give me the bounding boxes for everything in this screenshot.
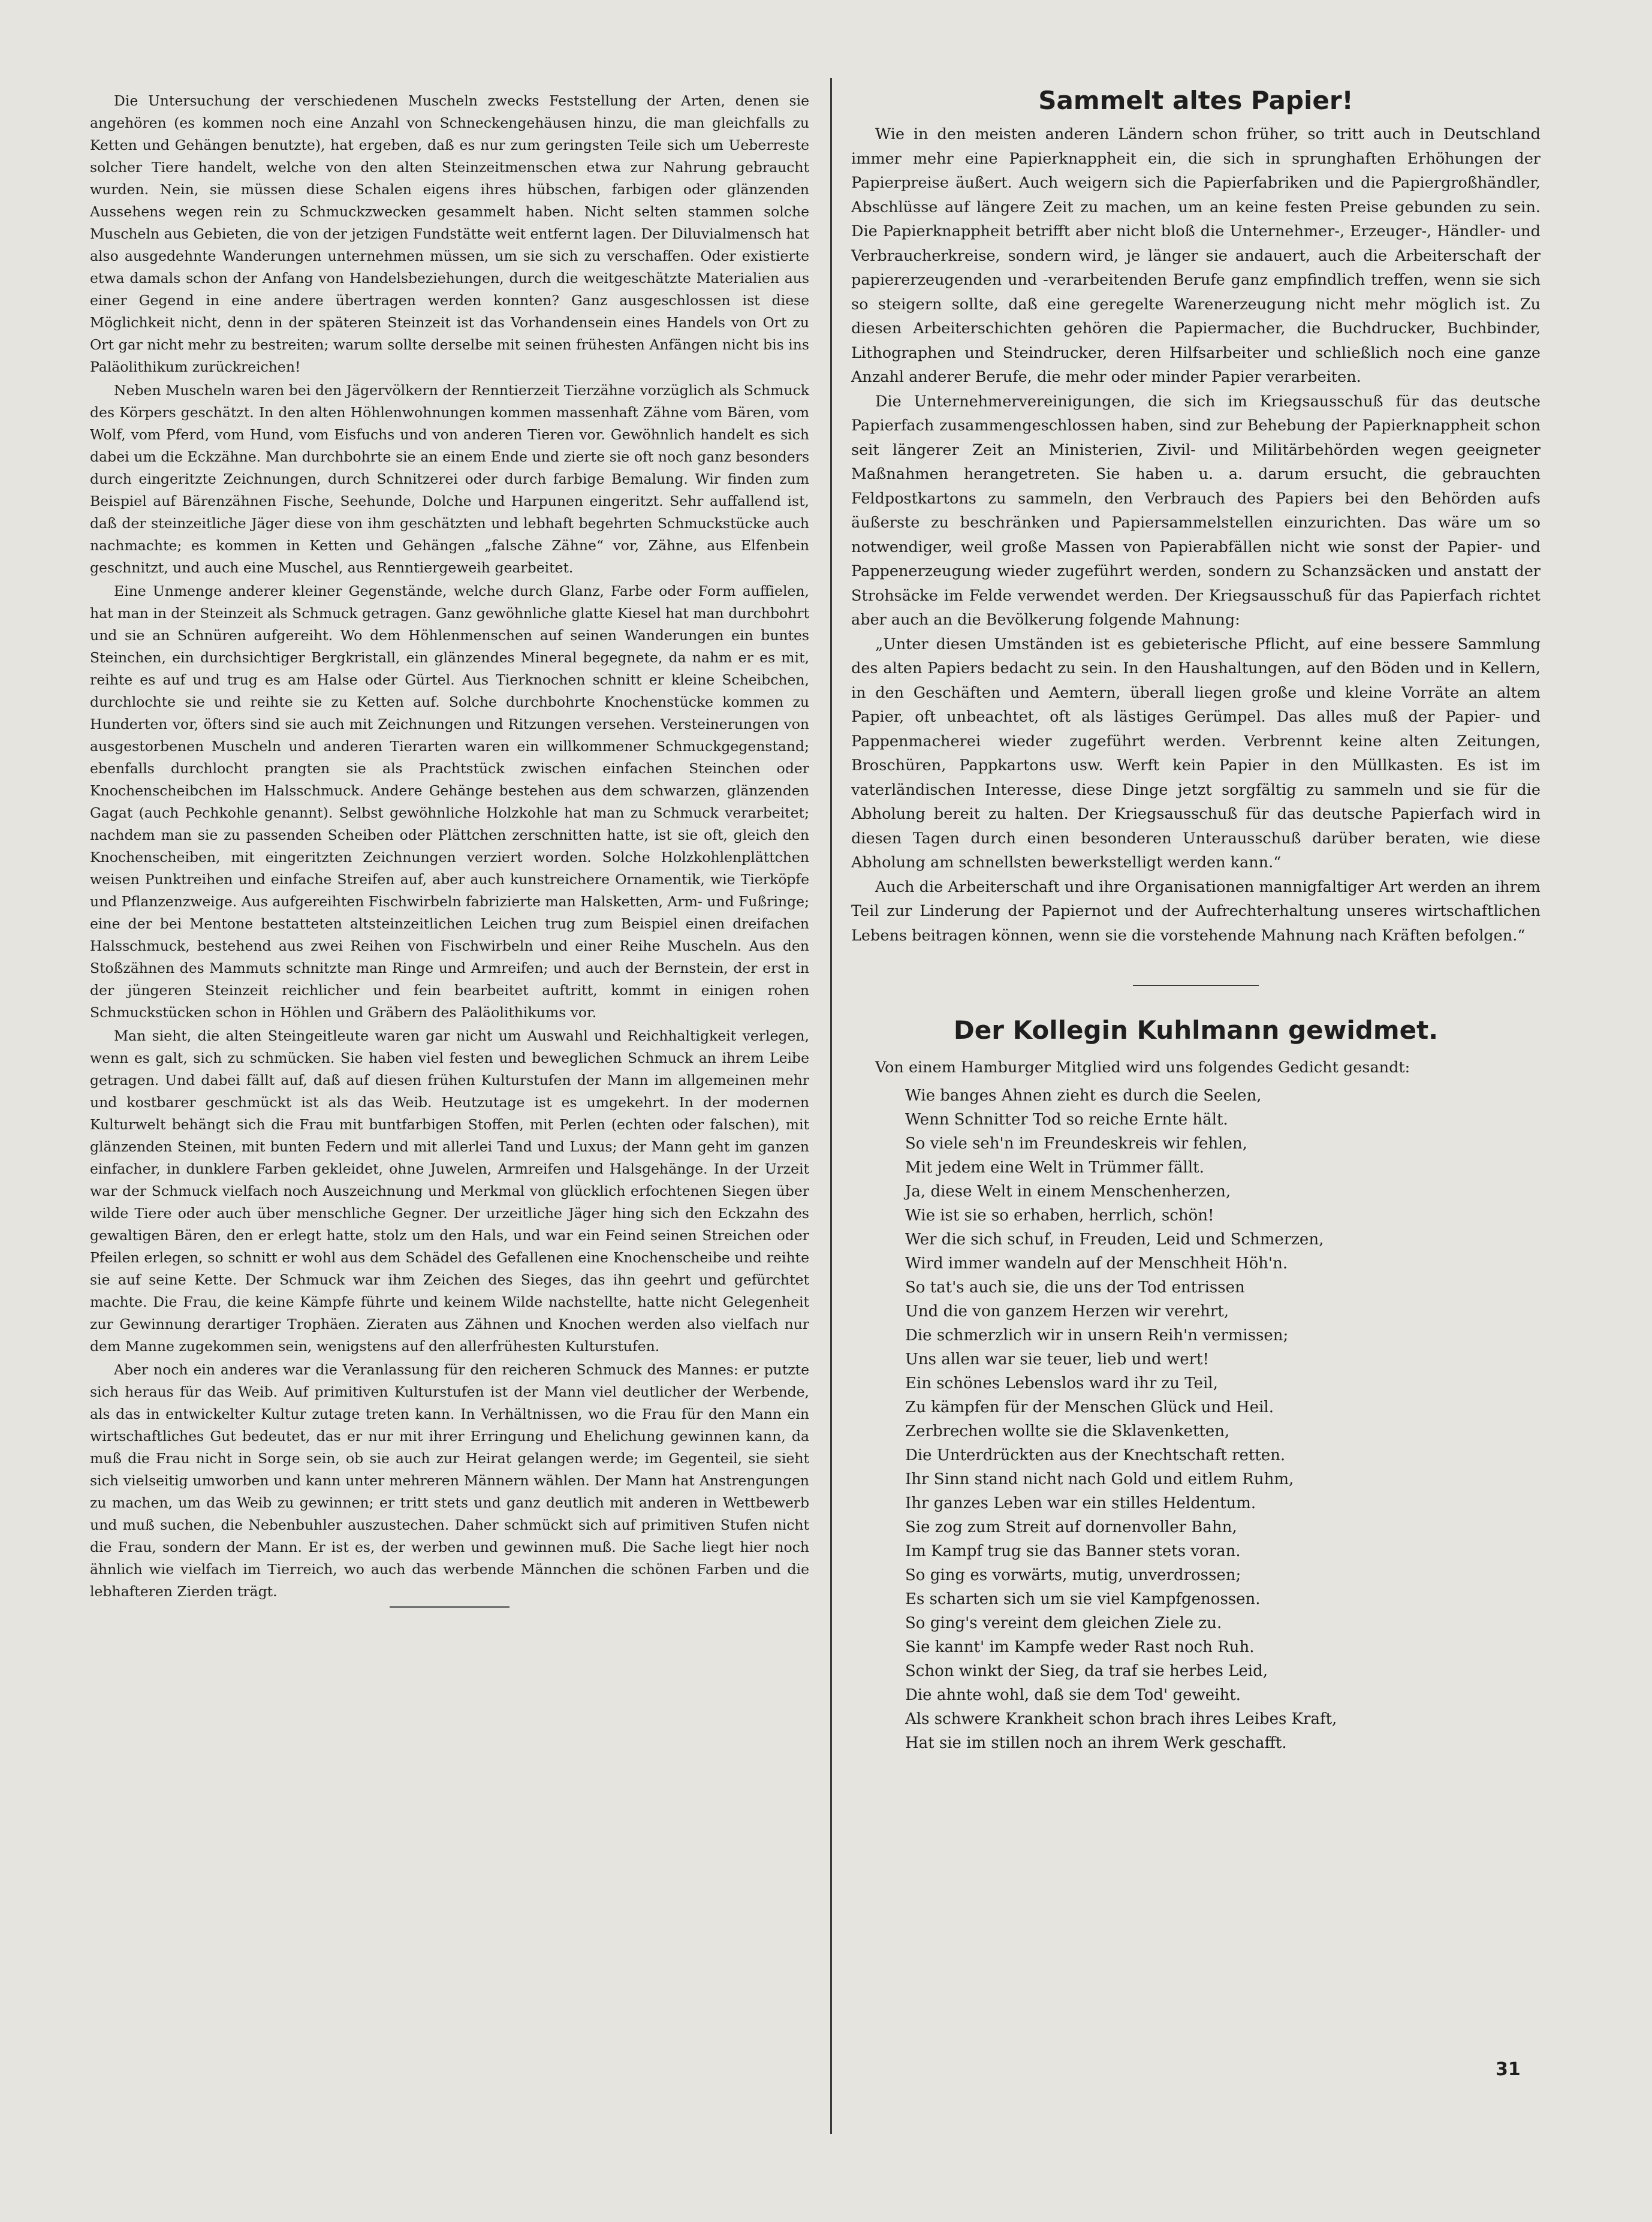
poem-line: Wie ist sie so erhaben, herrlich, schön! bbox=[905, 1206, 1214, 1225]
poem-line: Die Unterdrückten aus der Knechtschaft retten. bbox=[905, 1446, 1286, 1464]
poem-line: Ja, diese Welt in einem Menschenherzen, bbox=[905, 1182, 1231, 1201]
left-column bbox=[90, 90, 809, 1608]
poem-line: Sie kannt' im Kampfe weder Rast noch Ruh. bbox=[905, 1638, 1255, 1656]
poem-line: Als schwere Krankheit schon brach ihres Leibes Kraft, bbox=[905, 1710, 1337, 1728]
poem-line: Hat sie im stillen noch an ihrem Werk geschafft. bbox=[905, 1733, 1287, 1752]
poem-line: So ging es vorwärts, mutig, unverdrossen; bbox=[905, 1566, 1241, 1584]
poem-line: Mit jedem eine Welt in Trümmer fällt. bbox=[905, 1158, 1204, 1177]
poem-line: Zerbrechen wollte sie die Sklavenketten, bbox=[905, 1422, 1230, 1440]
left-paragraph-2: Neben Muscheln waren bei den Jägervölkern der Renntierzeit Tierzähne vorzüglich als Schmuck des Körpers geschätzt. In den alten Höhlenwohnungen kommen massenhaft Zähne vom Bären, vom Wolf, vom Pferd, vom Hund, vom Eisfuchs und von anderen Tieren vor. Gewöhnlich handelt es sich dabei um die Eckzähne. Man durchbohrte sie an einem Ende und zierte sie oft noch ganz besonders durch eingeritzte Zeichnungen, durch Schnitzerei oder durch farbige Bemalung. Wir finden zum Beispiel auf Bärenzähnen Fische, Seehunde, Dolche und Harpunen eingeritzt. Sehr auffallend ist, daß der steinzeitliche Jäger diese von ihm geschätzten und lebhaft begehrten Schmuckstücke auch nachmachte; es kommen in Ketten und Gehängen „falsche Zähne“ vor, Zähne, aus Elfenbein geschnitzt, und auch eine Muschel, aus Renntiergeweih gearbeitet. bbox=[90, 382, 809, 576]
poem-line: Die schmerzlich wir in unsern Reih'n vermissen; bbox=[905, 1326, 1289, 1344]
poem-line: Uns allen war sie teuer, lieb und wert! bbox=[905, 1350, 1209, 1368]
poem-line: Zu kämpfen für der Menschen Glück und Heil. bbox=[905, 1398, 1274, 1416]
left-end-separator bbox=[390, 1606, 510, 1608]
papier-paragraph-1: Wie in den meisten anderen Ländern schon früher, so tritt auch in Deutschland immer mehr eine Papierknappheit ein, die sich in sprunghaften Erhöhungen der Papierpreise äußert. Auch weigern sich die Papierfabriken und die Papiergroßhändler, Abschlüsse auf längere Zeit zu machen, um an keine festen Preise gebunden zu sein. Die Papierknappheit betrifft aber nicht bloß die Unternehmer-, Erzeuger-, Händler- und Verbraucherkreise, sondern wird, je länger sie andauert, auch die Arbeiterschaft der papiererzeugenden und -verarbeitenden Berufe ganz empfindlich treffen, wenn sie sich so steigern sollte, daß eine geregelte Warenerzeugung nicht mehr möglich ist. Zu diesen Arbeiterschichten gehören die Papiermacher, die Buchdrucker, Buchbinder, Lithographen und Steindrucker, deren Hilfsarbeiter und schließlich noch eine ganze Anzahl anderer Berufe, die mehr oder minder Papier verarbeiten. bbox=[851, 125, 1541, 386]
poem-line: So ging's vereint dem gleichen Ziele zu. bbox=[905, 1614, 1222, 1632]
poem-line: Wenn Schnitter Tod so reiche Ernte hält. bbox=[905, 1110, 1228, 1129]
poem-line: Sie zog zum Streit auf dornenvoller Bahn, bbox=[905, 1518, 1237, 1536]
poem-line: Wird immer wandeln auf der Menschheit Höh'n. bbox=[905, 1254, 1288, 1273]
poem-line: Ihr Sinn stand nicht nach Gold und eitlem Ruhm, bbox=[905, 1470, 1294, 1488]
left-paragraph-5: Aber noch ein anderes war die Veranlassung für den reicheren Schmuck des Mannes: er putzte sich heraus für das Weib. Auf primitiven Kulturstufen ist der Mann viel deutlicher der Werbende, als das in entwickelter Kultur zutage treten kann. In Verhältnissen, wo die Frau für den Mann ein wirtschaftliches Gut bedeutet, das er nur mit ihrer Erringung und Ehelichung gewinnen kann, da muß die Frau nicht in Sorge sein, ob sie auch zur Heirat gelangen werde; im Gegenteil, sie sieht sich vielseitig umworben und kann unter mehreren Männern wählen. Der Mann hat Anstrengungen zu machen, um das Weib zu gewinnen; er tritt stets und ganz deutlich mit anderen in Wettbewerb und muß suchen, die Nebenbuhler auszustechen. Daher schmückt sich auf primitiven Stufen nicht die Frau, sondern der Mann. Er ist es, der werben und gewinnen muß. Die Sache liegt hier noch ähnlich wie vielfach im Tierreich, wo auch das werbende Männchen die schönen Farben und die lebhafteren Zierden trägt. bbox=[90, 1361, 809, 1600]
poem-line: Und die von ganzem Herzen wir verehrt, bbox=[905, 1302, 1229, 1320]
column-divider bbox=[830, 78, 832, 2134]
poem-line: Ein schönes Lebenslos ward ihr zu Teil, bbox=[905, 1374, 1218, 1392]
right-column bbox=[851, 84, 1541, 1755]
poem-intro: Von einem Hamburger Mitglied wird uns folgendes Gedicht gesandt: bbox=[875, 1059, 1410, 1077]
left-paragraph-1: Die Untersuchung der verschiedenen Muscheln zwecks Feststellung der Arten, denen sie angehören (es kommen noch eine Anzahl von Schneckengehäusen hinzu, die man gleichfalls zu Ketten und Gehängen benutzte), hat ergeben, daß es nur zum geringsten Teile sich um Ueberreste solcher Tiere handelt, welche von den alten Steinzeitmenschen etwa zur Nahrung gebraucht wurden. Nein, sie müssen diese Schalen eigens ihres hübschen, farbigen oder glänzenden Aussehens wegen rein zu Schmuckzwecken gesammelt haben. Nicht selten stammen solche Muscheln aus Gebieten, die von der jetzigen Fundstätte weit entfernt lagen. Der Diluvialmensch hat also ausgedehnte Wanderungen unternehmen müssen, um sie sich zu verschaffen. Oder existierte etwa damals schon der Anfang von Handelsbeziehungen, durch die weitgeschätzte Materialien aus einer Gegend in eine andere übertragen werden konnten? Ganz ausgeschlossen ist diese Möglichkeit nicht, denn in der späteren Steinzeit ist das Vorhandensein eines Handels von Ort zu Ort gar nicht mehr zu bestreiten; warum sollte derselbe mit seinen frühesten Anfängen nicht bis ins Paläolithikum zurückreichen! bbox=[90, 92, 809, 375]
papier-paragraph-2: Die Unternehmervereinigungen, die sich im Kriegsausschuß für das deutsche Papierfach zusammengeschlossen haben, sind zur Behebung der Papierknappheit schon seit längerer Zeit an Ministerien, Zivil- und Militärbehörden wegen geeigneter Maßnahmen herangetreten. Sie haben u. a. darum ersucht, die gebrauchten Feldpostkartons zu sammeln, den Verbrauch des Papiers bei den Behörden aufs äußerste zu beschränken und Papiersammelstellen einzurichten. Das wäre um so notwendiger, weil große Massen von Papierabfällen nicht wie sonst der Papier- und Pappenerzeugung wieder zugeführt werden, sondern zu Schanzsäcken und anstatt der Strohsäcke im Felde verwendet werden. Der Kriegsausschuß für das Papierfach richtet aber auch an die Bevölkerung folgende Mahnung: bbox=[851, 392, 1541, 629]
papier-paragraph-4: Auch die Arbeiterschaft und ihre Organisationen mannigfaltiger Art werden an ihrem Teil zur Linderung der Papiernot und der Aufrechterhaltung unseres wirtschaftlichen Lebens beitragen können, wenn sie die vorstehende Mahnung nach Kräften befolgen.“ bbox=[851, 878, 1541, 945]
article-papier bbox=[851, 84, 1541, 948]
article-title-papier: Sammelt altes Papier! bbox=[1038, 86, 1353, 115]
papier-paragraph-3: „Unter diesen Umständen ist es gebieterische Pflicht, auf eine bessere Sammlung des alten Papiers bedacht zu sein. In den Haushaltungen, auf den Böden und in Kellern, in den Geschäften und Aemtern, überall liegen große und kleine Vorräte an altem Papier, oft unbeachtet, oft als lästiges Gerümpel. Das alles muß der Papier- und Pappenmacherei wieder zugeführt werden. Verbrennt keine alten Zeitungen, Broschüren, Pappkartons usw. Werft kein Papier in den Müllkasten. Es ist im vaterländischen Interesse, diese Dinge jetzt sorgfältig zu sammeln und sie für die Abholung bereit zu halten. Der Kriegsausschuß für das deutsche Papierfach wird in diesen Tagen durch einen besonderen Unterausschuß darüber beraten, wie diese Abholung am schnellsten bewerkstelligt werden kann.“ bbox=[851, 635, 1541, 872]
poem-line: Im Kampf trug sie das Banner stets voran. bbox=[905, 1542, 1241, 1560]
poem-line: Wer die sich schuf, in Freuden, Leid und Schmerzen, bbox=[905, 1230, 1324, 1249]
article-title-kuhlmann: Der Kollegin Kuhlmann gewidmet. bbox=[953, 1015, 1439, 1045]
page-number: 31 bbox=[1496, 2059, 1521, 2080]
left-paragraph-4: Man sieht, die alten Steingeitleute waren gar nicht um Auswahl und Reichhaltigkeit verlegen, wenn es galt, sich zu schmücken. Sie haben viel festen und beweglichen Schmuck an ihrem Leibe getragen. Und dabei fällt auf, daß auf diesen frühen Kulturstufen der Mann im allgemeinen mehr und kostbarer geschmückt ist als das Weib. Heutzutage ist es umgekehrt. In der modernen Kulturwelt behängt sich die Frau mit buntfarbigen Stoffen, mit Perlen (echten oder falschen), mit glänzenden Steinen, mit bunten Federn und mit allerlei Tand und Luxus; der Mann geht im ganzen einfacher, in dunklere Farben gekleidet, ohne Juwelen, Armreifen und Halsgehänge. In der Urzeit war der Schmuck vielfach noch Auszeichnung und Merkmal von glücklich erfochtenen Siegen über wilde Tiere oder auch über menschliche Gegner. Der urzeitliche Jäger hing sich den Eckzahn des gewaltigen Bären, den er erlegt hatte, stolz um den Hals, und war ein Feind seinen Streichen oder Pfeilen erlegen, so schnitt er wohl aus dem Schädel des Gefallenen eine Knochenscheibe und reihte sie auf seine Kette. Der Schmuck war ihm Zeichen des Sieges, das ihn geehrt und gefürchtet machte. Die Frau, die keine Kämpfe führte und keinem Wilde nachstellte, hatte nicht Gelegenheit zur Gewinnung derartiger Trophäen. Zieraten aus Zähnen und Knochen werden also vielfach nur dem Manne zugekommen sein, wenigstens auf den allerfrühesten Kulturstufen. bbox=[90, 1027, 809, 1355]
poem-line: Es scharten sich um sie viel Kampfgenossen. bbox=[905, 1590, 1261, 1608]
poem-line: So viele seh'n im Freundeskreis wir fehlen, bbox=[905, 1134, 1247, 1153]
poem-line: Ihr ganzes Leben war ein stilles Heldentum. bbox=[905, 1494, 1256, 1512]
poem-line: Wie banges Ahnen zieht es durch die Seelen, bbox=[905, 1086, 1262, 1105]
poem-line: Schon winkt der Sieg, da traf sie herbes Leid, bbox=[905, 1662, 1268, 1680]
poem bbox=[905, 1084, 1541, 1755]
article-separator bbox=[1133, 985, 1259, 986]
poem-line: So tat's auch sie, die uns der Tod entrissen bbox=[905, 1278, 1245, 1297]
poem-line: Die ahnte wohl, daß sie dem Tod' geweiht. bbox=[905, 1686, 1241, 1704]
article-kuhlmann bbox=[851, 1014, 1541, 1755]
left-paragraph-3: Eine Unmenge anderer kleiner Gegenstände, welche durch Glanz, Farbe oder Form auffielen, hat man in der Steinzeit als Schmuck getragen. Ganz gewöhnliche glatte Kiesel hat man durchbohrt und sie an Schnüren aufgereiht. Wo dem Höhlenmenschen auf seinen Wanderungen ein buntes Steinchen, ein durchsichtiger Bergkristall, ein glänzendes Mineral begegnete, da nahm er es mit, reihte es auf und trug es am Halse oder Gürtel. Aus Tierknochen schnitt er kleine Scheibchen, durchlochte sie und reihte sie zu Ketten auf. Solche durchbohrte Knochenstücke kommen zu Hunderten vor, öfters sind sie auch mit Zeichnungen und Ritzungen versehen. Versteinerungen von ausgestorbenen Muscheln und anderen Tierarten waren ein willkommener Schmuckgegenstand; ebenfalls durchlocht prangten sie als Prachtstück zwischen einfachen Steinchen oder Knochenscheibchen im Halsschmuck. Andere Gehänge bestehen aus dem schwarzen, glänzenden Gagat (auch Pechkohle genannt). Selbst gewöhnliche Holzkohle hat man zu Schmuck verarbeitet; nachdem man sie zu passenden Scheiben oder Plättchen zerschnitten hatte, ist sie oft, gleich den Knochenscheiben, mit eingeritzten Zeichnungen verziert worden. Solche Holzkohlenplättchen weisen Punktreihen und einfache Streifen auf, aber auch kunstreichere Ornamentik, wie Tierköpfe und Pflanzenzweige. Aus aufgereihten Fischwirbeln fabrizierte man Halsketten, Arm- und Fußringe; eine der bei Mentone bestatteten altsteinzeitlichen Leichen trug zum Beispiel einen dreifachen Halsschmuck, bestehend aus zwei Reihen von Fischwirbeln und einer Reihe Muscheln. Aus den Stoßzähnen des Mammuts schnitzte man Ringe und Armreifen; und auch der Bernstein, der erst in der jüngeren Steinzeit reichlicher und fein bearbeitet auftritt, kommt in einigen rohen Schmuckstücken schon in Höhlen und Gräbern des Paläolithikums vor. bbox=[90, 583, 809, 1021]
